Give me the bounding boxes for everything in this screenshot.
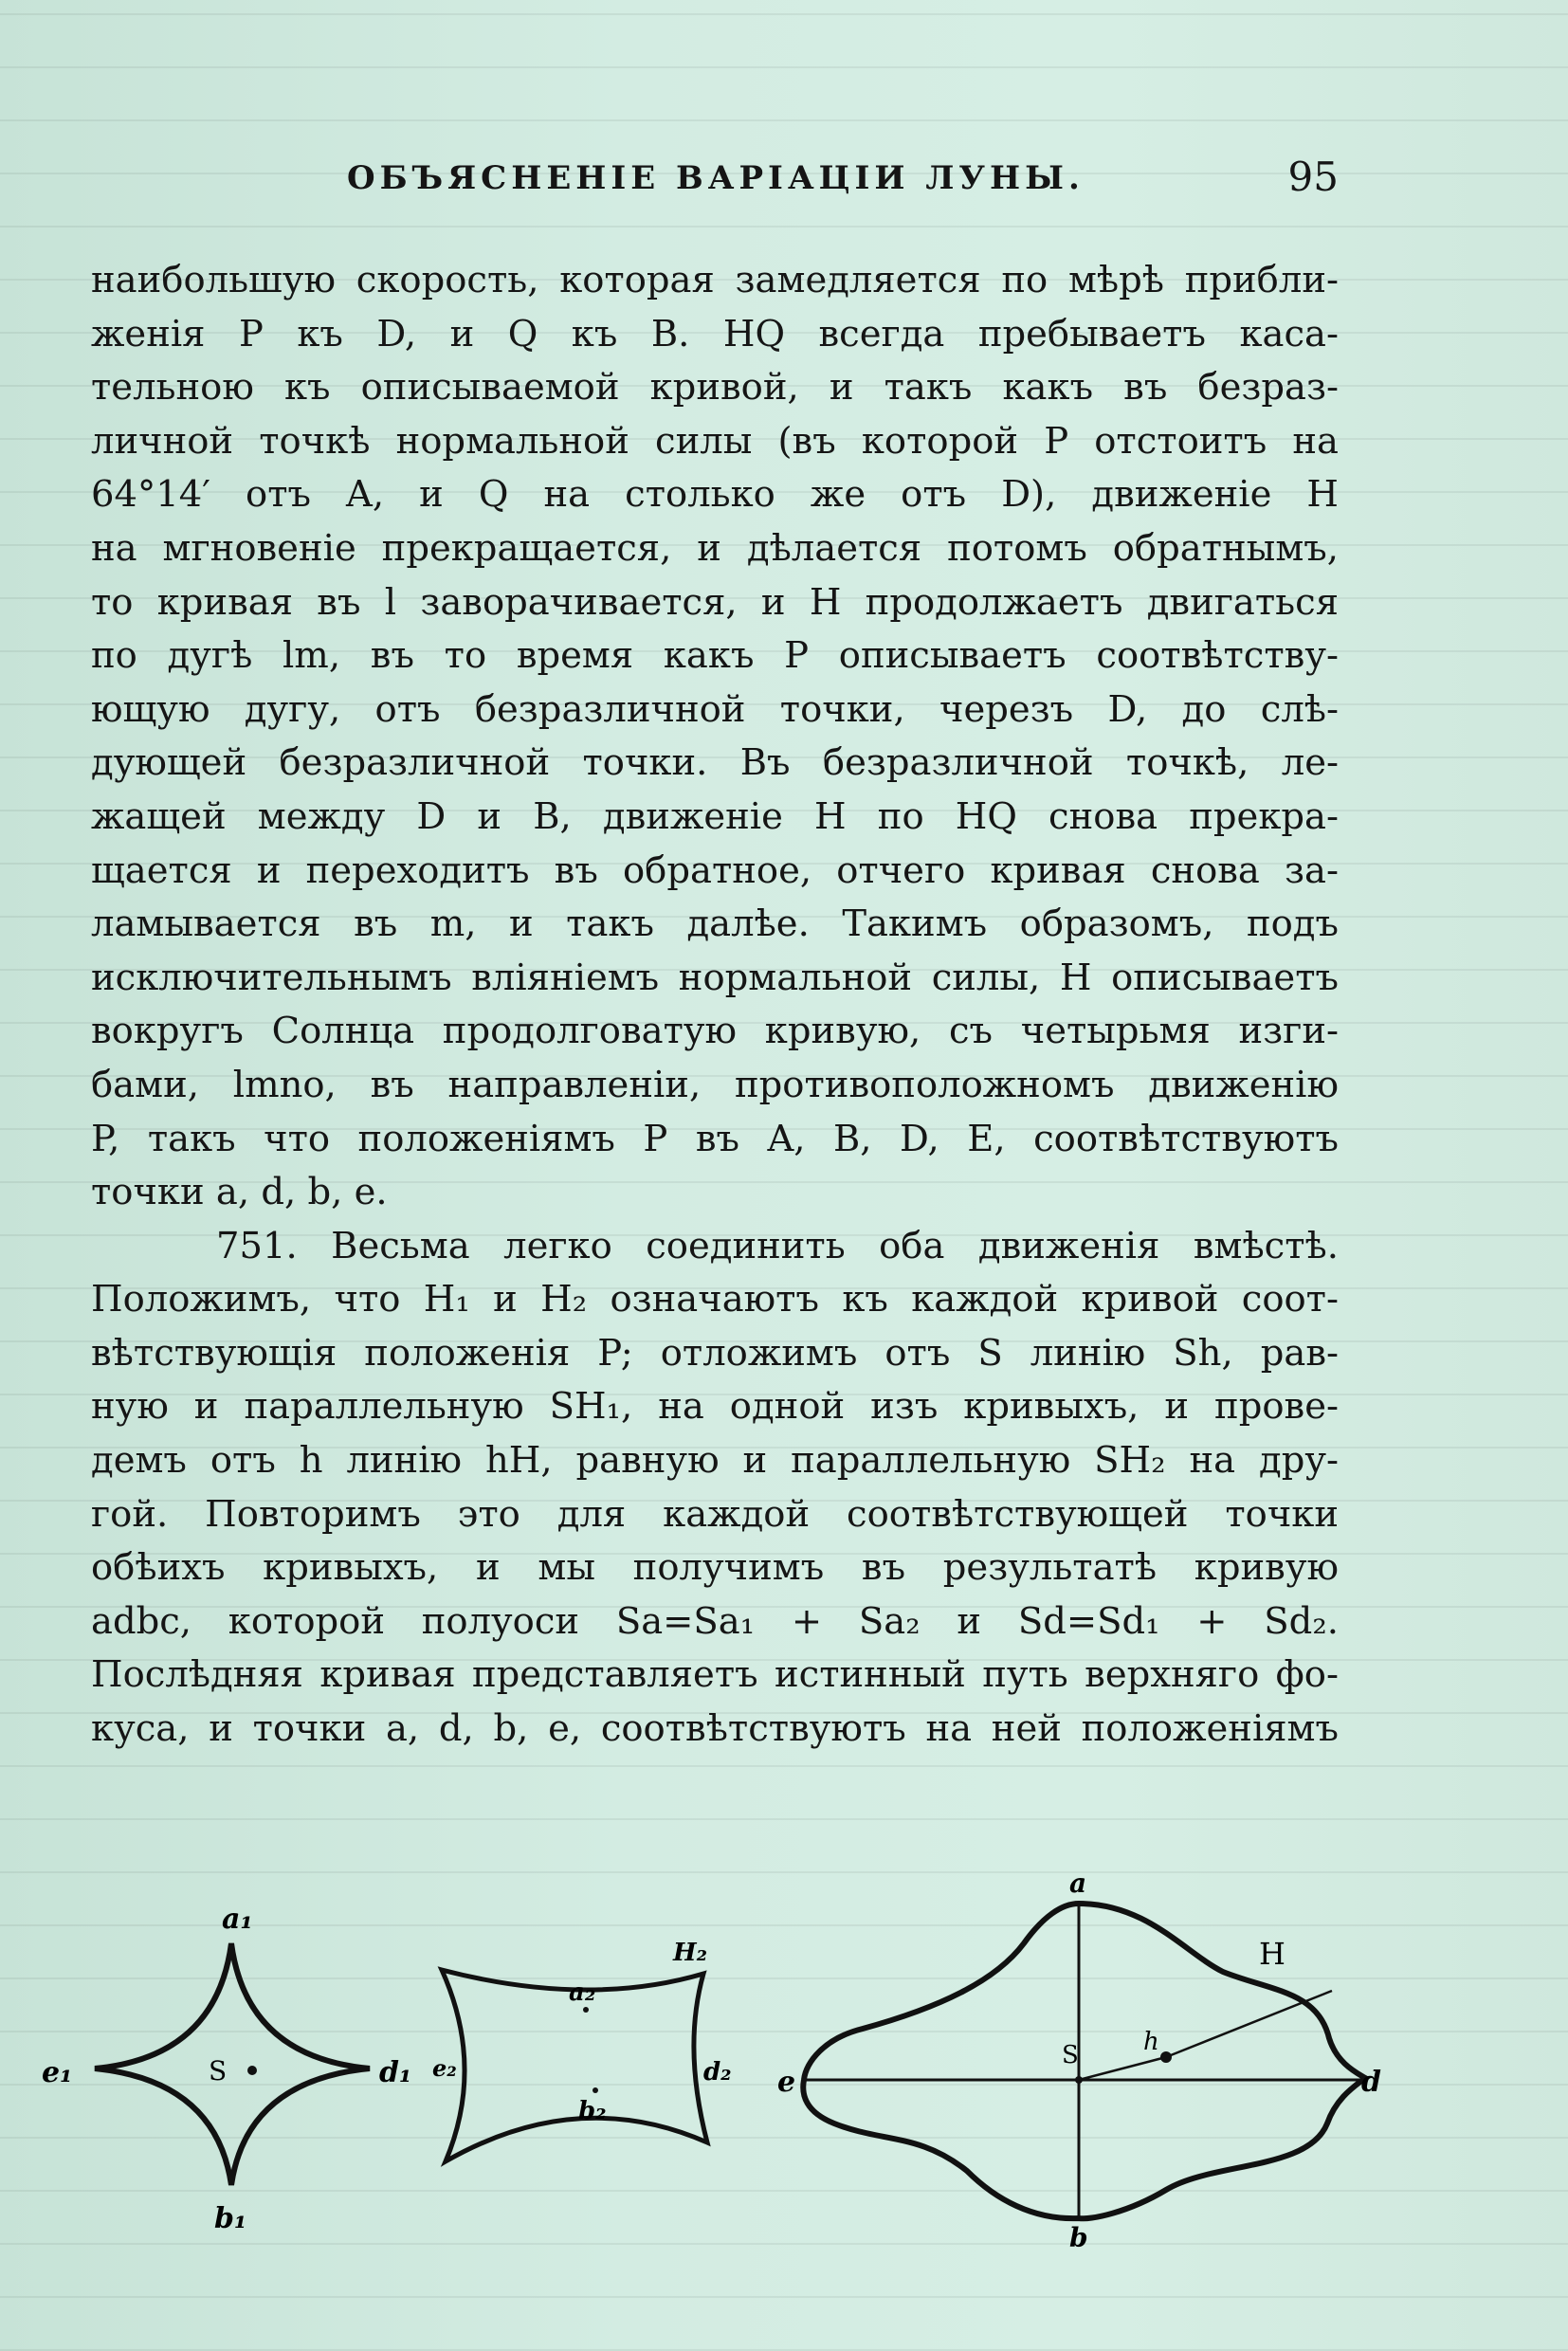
text-line: демъ отъ h линію hH, равную и параллельную SH₂ на дру- <box>91 1439 1339 1483</box>
text-line: тельною къ описываемой кривой, и такъ какъ въ безраз- <box>91 366 1339 410</box>
text-line: то кривая въ l заворачивается, и H продолжаетъ двигаться <box>91 580 1339 624</box>
text-line: гой. Повторимъ это для каждой соотвѣтствующей точки <box>91 1492 1339 1536</box>
text-line: обѣихъ кривыхъ, и мы получимъ въ результатѣ кривую <box>91 1546 1339 1590</box>
fig3-label-left: e <box>777 2066 796 2099</box>
fig3-label-top: a <box>1069 1868 1087 1899</box>
page-header <box>91 154 1339 201</box>
fig3-label-mid: h <box>1143 2028 1159 2056</box>
text-line: жащей между D и B, движеніе H по HQ снова прекра- <box>91 794 1339 838</box>
page-number: 95 <box>1287 154 1339 200</box>
text-line: ламывается въ m, и такъ далѣе. Такимъ образомъ, подъ <box>91 902 1339 946</box>
fig1-label-bottom: b₁ <box>214 2202 247 2235</box>
point-s <box>1075 2076 1083 2084</box>
text-line: P, такъ что положеніямъ P въ A, B, D, E, соотвѣтствуютъ <box>91 1117 1339 1160</box>
fig3-label-center: S <box>1062 2041 1079 2069</box>
text-line: ющую дугу, отъ безразличной точки, черезъ D, до слѣ- <box>91 687 1339 731</box>
text-line: 751. Весьма легко соединить оба движенія вмѣстѣ. <box>216 1224 1339 1267</box>
fig3-label-bottom: b <box>1069 2222 1088 2253</box>
text-line: наибольшую скорость, которая замедляется по мѣрѣ прибли- <box>91 259 1339 301</box>
fig3-label-top-right: H <box>1259 1936 1285 1972</box>
text-line: Положимъ, что H₁ и H₂ означаютъ къ каждой кривой соот- <box>91 1278 1339 1321</box>
text-line: бами, lmno, въ направленіи, противоположномъ движенію <box>91 1063 1339 1106</box>
text-line: вѣтствующія положенія P; отложимъ отъ S линію Sh, рав- <box>91 1331 1339 1375</box>
point-b2 <box>593 2087 598 2093</box>
running-title: ОБЪЯСНЕНІЕ ВАРІАЦІИ ЛУНЫ. <box>347 159 1085 197</box>
point-h <box>1160 2051 1172 2063</box>
text-line: исключительнымъ вліяніемъ нормальной силы, H описываетъ <box>91 956 1339 999</box>
fig1-label-center: S <box>209 2055 228 2087</box>
text-line: вокругъ Солнца продолговатую кривую, съ четырьмя изги- <box>91 1010 1339 1053</box>
text-line: adbc, которой полуоси Sa=Sa₁ + Sa₂ и Sd=Sd₁ + Sd₂. <box>91 1599 1339 1643</box>
fig2-label-upper: a₂ <box>569 1978 596 2007</box>
text-line: ную и параллельную SH₁, на одной изъ кривыхъ, и прове- <box>91 1385 1339 1429</box>
point-a2 <box>583 2007 589 2013</box>
fig1-label-top: a₁ <box>222 1903 253 1936</box>
line-h-H <box>1166 1991 1332 2057</box>
fig3-label-right: d <box>1361 2066 1381 2099</box>
text-line: куса, и точки a, d, b, e, соотвѣтствуютъ на ней положеніямъ <box>91 1707 1339 1751</box>
text-line: дующей безразличной точки. Въ безразличной точкѣ, ле- <box>91 741 1339 785</box>
figure-3 <box>777 1868 1381 2253</box>
text-line: женія P къ D, и Q къ B. HQ всегда пребываетъ каса- <box>91 312 1339 355</box>
figures <box>28 1849 1381 2256</box>
text-line: 64°14′ отъ A, и Q на столько же отъ D), движеніе H <box>91 473 1339 517</box>
fig1-label-left: e₁ <box>42 2056 73 2089</box>
figure-2 <box>432 1939 732 2161</box>
fig1-label-right: d₁ <box>379 2056 412 2089</box>
figure-1 <box>42 1903 411 2235</box>
center-dot <box>247 2066 257 2075</box>
fig2-label-top-right: H₂ <box>673 1939 707 1967</box>
text-line: на мгновеніе прекращается, и дѣлается потомъ обратнымъ, <box>91 526 1339 570</box>
line-s-h <box>1079 2057 1166 2080</box>
fig2-label-lower: b₂ <box>578 2097 607 2125</box>
text-line: точки a, d, b, e. <box>91 1171 388 1214</box>
fig2-label-left: e₂ <box>432 2054 457 2082</box>
text-line: щается и переходитъ въ обратное, отчего кривая снова за- <box>91 848 1339 892</box>
text-line: личной точкѣ нормальной силы (въ которой P отстоитъ на <box>91 419 1339 463</box>
fig2-label-right: d₂ <box>703 2058 732 2087</box>
text-line: по дугѣ lm, въ то время какъ P описываетъ соотвѣтству- <box>91 634 1339 678</box>
text-line: Послѣдняя кривая представляетъ истинный путь верхняго фо- <box>91 1653 1339 1697</box>
astroid-curve <box>95 1943 370 2185</box>
body-text <box>91 254 1339 1757</box>
